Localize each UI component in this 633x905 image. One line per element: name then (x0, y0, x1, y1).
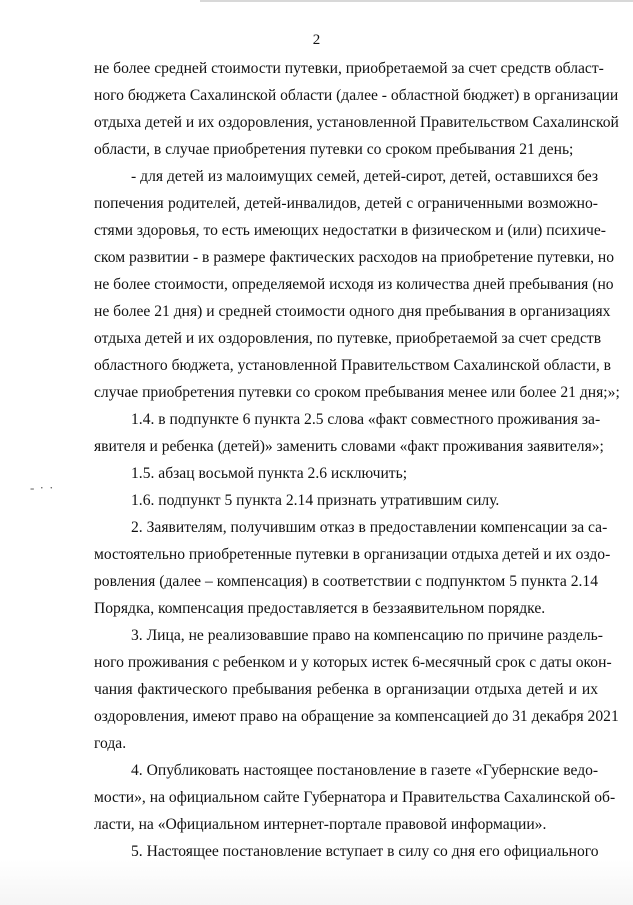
text-line: 5. Настоящее постановление вступает в силу со дня его официального (131, 843, 599, 860)
text-line: областного бюджета, установленной Правительством Сахалинской области, в (94, 357, 611, 374)
text-line: случае приобретения путевки со сроком пребывания менее или более 21 дня;»; (94, 384, 620, 401)
top-rule (200, 0, 633, 2)
text-line: явителя и ребенка (детей)» заменить словами «факт проживания заявителя»; (94, 438, 604, 455)
text-line: отдыха детей и их оздоровления, по путевке, приобретаемой за счет средств (94, 330, 602, 347)
text-line: не более стоимости, определяемой исходя из количества дней пребывания (но (94, 276, 614, 293)
text-line: оздоровления, имеют право на обращение за компенсацией до 31 декабря 2021 (94, 708, 619, 725)
margin-marks: - · · (30, 480, 55, 495)
text-line: ровления (далее – компенсация) в соответствии с подпунктом 5 пункта 2.14 (94, 573, 598, 590)
text-line: Порядка, компенсация предоставляется в беззаявительном порядке. (94, 600, 546, 617)
text-line: 1.6. подпункт 5 пункта 2.14 признать утратившим силу. (131, 492, 500, 509)
text-line: ного проживания с ребенком и у которых истек 6-месячный срок с даты окон- (94, 654, 612, 671)
text-line: 4. Опубликовать настоящее постановление в газете «Губернские ведо- (131, 762, 599, 779)
text-line: области, в случае приобретения путевки со сроком пребывания 21 день; (94, 141, 574, 158)
text-line: ного бюджета Сахалинской области (далее - областной бюджет) в организации (94, 87, 619, 104)
text-line: 1.5. абзац восьмой пункта 2.6 исключить; (131, 465, 408, 482)
text-line: стями здоровья, то есть имеющих недостатки в физическом и (или) психиче- (94, 222, 606, 239)
text-line: отдыха детей и их оздоровления, установленной Правительством Сахалинской (94, 114, 619, 131)
text-line: мости», на официальном сайте Губернатора и Правительства Сахалинской об- (94, 789, 616, 806)
text-line: года. (94, 735, 127, 752)
page-number: 2 (312, 32, 321, 48)
text-line: ском развитии - в размере фактических расходов на приобретение путевки, но (94, 249, 615, 266)
text-line: ласти, на «Официальном интернет-портале правовой информации». (94, 816, 547, 833)
text-line: не более средней стоимости путевки, приобретаемой за счет средств област- (94, 60, 604, 77)
scan-edge (0, 860, 633, 905)
text-line: - для детей из малоимущих семей, детей-сирот, детей, оставшихся без (131, 168, 598, 185)
text-line: мостоятельно приобретенные путевки в организации отдыха детей и их оздо- (94, 546, 611, 563)
text-line: 2. Заявителям, получившим отказ в предоставлении компенсации за са- (131, 519, 608, 536)
text-line: чания фактического пребывания ребенка в организации отдыха детей и их (94, 681, 598, 698)
text-line: попечения родителей, детей-инвалидов, детей с ограниченными возможно- (94, 195, 598, 212)
text-line: 3. Лица, не реализовавшие право на компенсацию по причине раздель- (131, 627, 603, 644)
text-line: 1.4. в подпункте 6 пункта 2.5 слова «факт совместного проживания за- (131, 411, 601, 428)
text-line: не более 21 дня) и средней стоимости одного дня пребывания в организациях (94, 303, 611, 320)
